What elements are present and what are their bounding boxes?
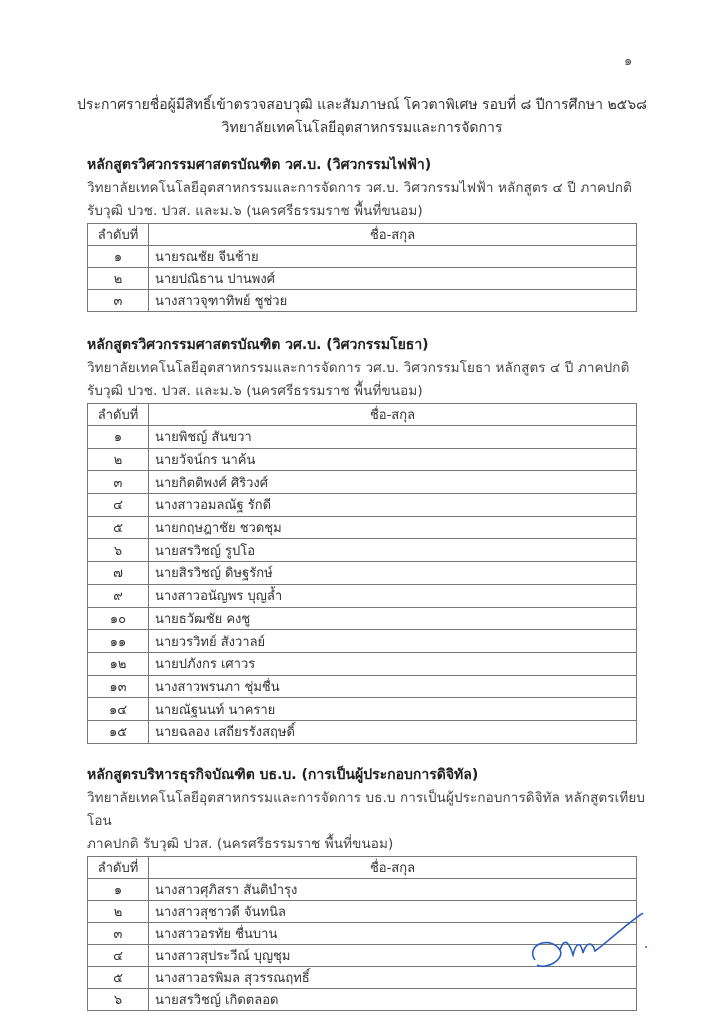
row-name: นางสาวสุชาวดี จันทนิล (149, 901, 637, 923)
section-description-line: วิทยาลัยเทคโนโลยีอุตสาหกรรมและการจัดการ วศ.บ. วิศวกรรมโยธา หลักสูตร ๔ ปี ภาคปกติ (87, 360, 630, 376)
table-row (88, 246, 637, 268)
row-number: ๓ (88, 923, 149, 945)
applicant-table (87, 403, 637, 744)
row-name: นายธวัฒชัย คงชู (149, 607, 637, 630)
table-header-row (88, 857, 637, 879)
row-number: ๔ (88, 494, 149, 517)
row-number: ๖ (88, 539, 149, 562)
row-number: ๑๑ (88, 630, 149, 653)
table-row (88, 630, 637, 653)
table-row (88, 720, 637, 743)
header-name: ชื่อ-สกุล (149, 224, 637, 246)
row-name: นายพิชญ์ สันขวา (149, 426, 637, 449)
header-order: ลำดับที่ (88, 224, 149, 246)
row-number: ๔ (88, 945, 149, 967)
section-description-line: ภาคปกติ รับวุฒิ ปวส. (นครศรีธรรมราช พื้นที่ขนอม) (87, 836, 394, 852)
table-header-row (88, 404, 637, 426)
table-header-row (88, 224, 637, 246)
row-name: นางสาวสุประวีณ์ บุญชุม (149, 945, 637, 967)
table-row (88, 426, 637, 449)
row-number: ๑๐ (88, 607, 149, 630)
row-number: ๑๔ (88, 698, 149, 721)
section-heading: หลักสูตรวิศวกรรมศาสตรบัณฑิต วศ.บ. (วิศวกรรมโยธา) (87, 337, 429, 353)
table-row (88, 989, 637, 1011)
table-row (88, 494, 637, 517)
row-name: นายสิรวิชญ์ ดิษฐรักษ์ (149, 562, 637, 585)
row-number: ๕ (88, 967, 149, 989)
section-description-line: วิทยาลัยเทคโนโลยีอุตสาหกรรมและการจัดการ บธ.บ การเป็นผู้ประกอบการดิจิทัล หลักสูตรเทียบโอน (87, 790, 646, 829)
section-description-line: วิทยาลัยเทคโนโลยีอุตสาหกรรมและการจัดการ วศ.บ. วิศวกรรมไฟฟ้า หลักสูตร ๔ ปี ภาคปกติ (87, 180, 632, 196)
row-name: นางสาวอนัญพร บุญล้ำ (149, 584, 637, 607)
signature (525, 905, 650, 985)
row-name: นายกิตติพงศ์ ศิริวงศ์ (149, 471, 637, 494)
row-name: นางสาวจุฑาทิพย์ ชูช่วย (149, 290, 637, 312)
row-number: ๙ (88, 584, 149, 607)
section-civil (87, 333, 647, 744)
row-number: ๒ (88, 448, 149, 471)
section-electrical (87, 153, 647, 312)
row-name: นางสาวศุภิสรา สันติบำรุง (149, 879, 637, 901)
row-number: ๒ (88, 901, 149, 923)
row-name: นายปภังกร เศาวร (149, 652, 637, 675)
document-title: ประกาศรายชื่อผู้มีสิทธิ์เข้าตรวจสอบวุฒิ และสัมภาษณ์ โควตาพิเศษ รอบที่ ๘ ปีการศึกษา ๒๕๖๘ (77, 97, 647, 113)
table-row (88, 584, 637, 607)
row-name: นายวัจน์กร นาค้น (149, 448, 637, 471)
row-name: นายสรวิชญ์ รูปโอ (149, 539, 637, 562)
row-name: นายกฤษฎาชัย ชวดชุม (149, 516, 637, 539)
row-name: นายสรวิชญ์ เกิดตลอด (149, 989, 637, 1011)
header-name: ชื่อ-สกุล (149, 857, 637, 879)
section-description-line: รับวุฒิ ปวช. ปวส. และม.๖ (นครศรีธรรมราช พื้นที่ขนอม) (87, 203, 423, 219)
row-number: ๗ (88, 562, 149, 585)
table-row (88, 652, 637, 675)
row-name: นางสาวอมลณัฐ รักดี (149, 494, 637, 517)
row-number: ๒ (88, 268, 149, 290)
row-name: นางสาวพรนภา ชุ่มชื่น (149, 675, 637, 698)
table-row (88, 268, 637, 290)
row-number: ๑๓ (88, 675, 149, 698)
table-row (88, 539, 637, 562)
row-name: นางสาวอรทัย ชื่นบาน (149, 923, 637, 945)
row-name: นายรณชัย จีนช้าย (149, 246, 637, 268)
row-name: นายฉลอง เสถียรรังสฤษดิ์ (149, 720, 637, 743)
table-row (88, 516, 637, 539)
row-name: นายณัฐนนท์ นาคราย (149, 698, 637, 721)
row-number: ๑ (88, 246, 149, 268)
row-name: นายปณิธาน ปานพงศ์ (149, 268, 637, 290)
table-row (88, 448, 637, 471)
table-row (88, 879, 637, 901)
section-description-line: รับวุฒิ ปวช. ปวส. และม.๖ (นครศรีธรรมราช พื้นที่ขนอม) (87, 383, 423, 399)
row-number: ๖ (88, 989, 149, 1011)
row-number: ๑๕ (88, 720, 149, 743)
row-name: นายวรวิทย์ สังวาลย์ (149, 630, 637, 653)
row-number: ๑ (88, 879, 149, 901)
header-order: ลำดับที่ (88, 857, 149, 879)
row-number: ๕ (88, 516, 149, 539)
document-subtitle: วิทยาลัยเทคโนโลยีอุตสาหกรรมและการจัดการ (221, 120, 503, 136)
row-number: ๓ (88, 471, 149, 494)
page-number: ๑ (624, 54, 633, 69)
header-order: ลำดับที่ (88, 404, 149, 426)
applicant-table (87, 223, 637, 312)
section-heading: หลักสูตรวิศวกรรมศาสตรบัณฑิต วศ.บ. (วิศวกรรมไฟฟ้า) (87, 157, 432, 173)
header-name: ชื่อ-สกุล (149, 404, 637, 426)
table-row (88, 290, 637, 312)
row-number: ๓ (88, 290, 149, 312)
table-row (88, 562, 637, 585)
row-number: ๑๒ (88, 652, 149, 675)
table-row (88, 675, 637, 698)
table-row (88, 471, 637, 494)
table-row (88, 698, 637, 721)
row-number: ๑ (88, 426, 149, 449)
table-row (88, 607, 637, 630)
row-name: นางสาวอรพิมล สุวรรณฤทธิ์ (149, 967, 637, 989)
section-heading: หลักสูตรบริหารธุรกิจบัณฑิต บธ.บ. (การเป็นผู้ประกอบการดิจิทัล) (87, 767, 479, 783)
